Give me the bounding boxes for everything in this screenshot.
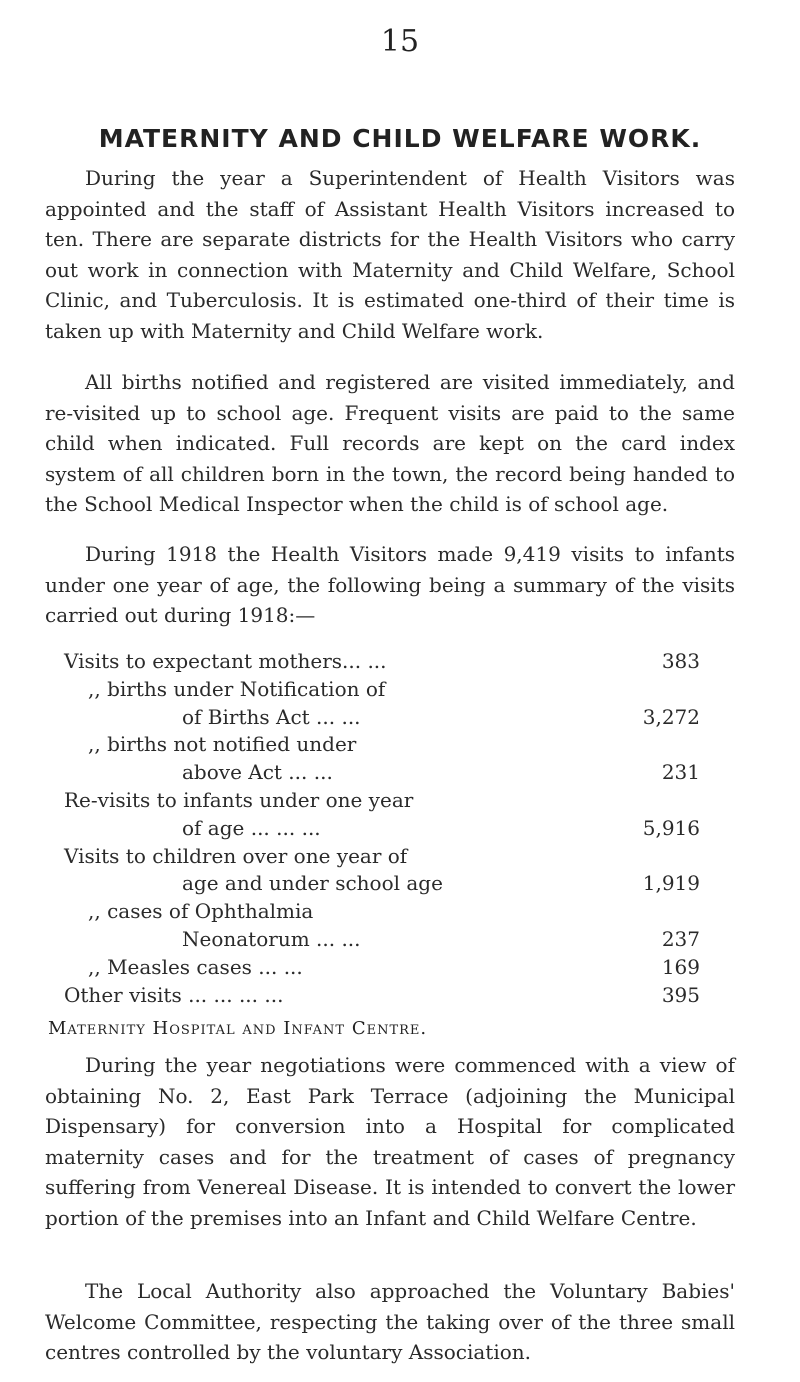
visits-row — [60, 787, 700, 815]
visits-row — [60, 759, 700, 787]
visits-row — [60, 648, 700, 676]
visits-row-label: age and under school age — [182, 871, 443, 896]
visits-row — [60, 704, 700, 732]
visits-row-value: 5,916 — [642, 815, 700, 840]
page-heading: MATERNITY AND CHILD WELFARE WORK. — [98, 124, 702, 153]
visits-row-value: 169 — [661, 954, 700, 979]
paragraph-hospital-negotiations: During the year negotiations were commenced with a view of obtaining No. 2, East Park Terrace (adjoining the Municipal Dispensary) for conversion into a Hospital for complicated maternity cases and for the treatment of cases of pregnancy suffering from Venereal Disease. It is intended to convert the lower portion of the premises into an Infant and Child Welfare Centre. — [45, 1053, 735, 1230]
visits-row — [60, 926, 700, 954]
section-subheading: Maternity Hospital and Infant Centre. — [48, 1018, 428, 1039]
visits-row-value: 395 — [661, 982, 700, 1007]
visits-row-label: Visits to expectant mothers... ... — [64, 649, 387, 673]
visits-row-label: ,, Measles cases ... ... — [88, 954, 303, 979]
page-number: 15 — [380, 24, 420, 59]
visits-summary-table — [60, 648, 700, 1009]
visits-row-label: Visits to children over one year of — [64, 843, 408, 868]
visits-row-value: 231 — [661, 760, 700, 785]
visits-row-label: Neonatorum ... ... — [182, 926, 361, 951]
visits-row-label: ,, births under Notification of — [88, 676, 386, 701]
visits-row-value: 3,272 — [642, 704, 700, 729]
visits-row — [60, 676, 700, 704]
visits-row — [60, 982, 700, 1010]
visits-row-label: ,, births not notified under — [88, 732, 357, 757]
visits-row — [60, 954, 700, 982]
visits-row-value: 1,919 — [642, 871, 700, 896]
visits-row-label: of Births Act ... ... — [182, 704, 361, 729]
visits-row-label: Re-visits to infants under one year — [64, 787, 414, 812]
visits-row-label: ,, cases of Ophthalmia — [88, 899, 314, 924]
visits-row-label: Other visits ... ... ... ... — [64, 982, 284, 1007]
visits-row — [60, 898, 700, 926]
visits-row — [60, 870, 700, 898]
paragraph-visit-summary: During 1918 the Health Visitors made 9,419 visits to infants under one year of age, the following being a summary of the visits carried out during 1918:— — [45, 542, 735, 627]
visits-row-value: 383 — [661, 649, 700, 673]
paragraph-births-visits: All births notified and registered are visited immediately, and re-visited up to school age. Frequent visits are paid to the same child when indicated. Full records are kept on the card index system of all children born in the town, the record being handed to the School Medical Inspector when the child is of school age. — [45, 370, 735, 516]
visits-row — [60, 815, 700, 843]
paragraph-local-authority: The Local Authority also approached the Voluntary Babies' Welcome Committee, respecting the taking over of the three small centres controlled by the voluntary Association. — [45, 1279, 735, 1364]
visits-row-value: 237 — [661, 926, 700, 951]
visits-row — [60, 843, 700, 871]
paragraph-staffing: During the year a Superintendent of Health Visitors was appointed and the staff of Assistant Health Visitors increased to ten. There are separate districts for the Health Visitors who carry out work in connection with Maternity and Child Welfare, School Clinic, and Tuberculosis. It is estimated one-third of their time is taken up with Maternity and Child Welfare work. — [45, 166, 735, 343]
visits-row — [60, 731, 700, 759]
visits-row-label: of age ... ... ... — [182, 815, 321, 840]
visits-row-label: above Act ... ... — [182, 760, 333, 785]
